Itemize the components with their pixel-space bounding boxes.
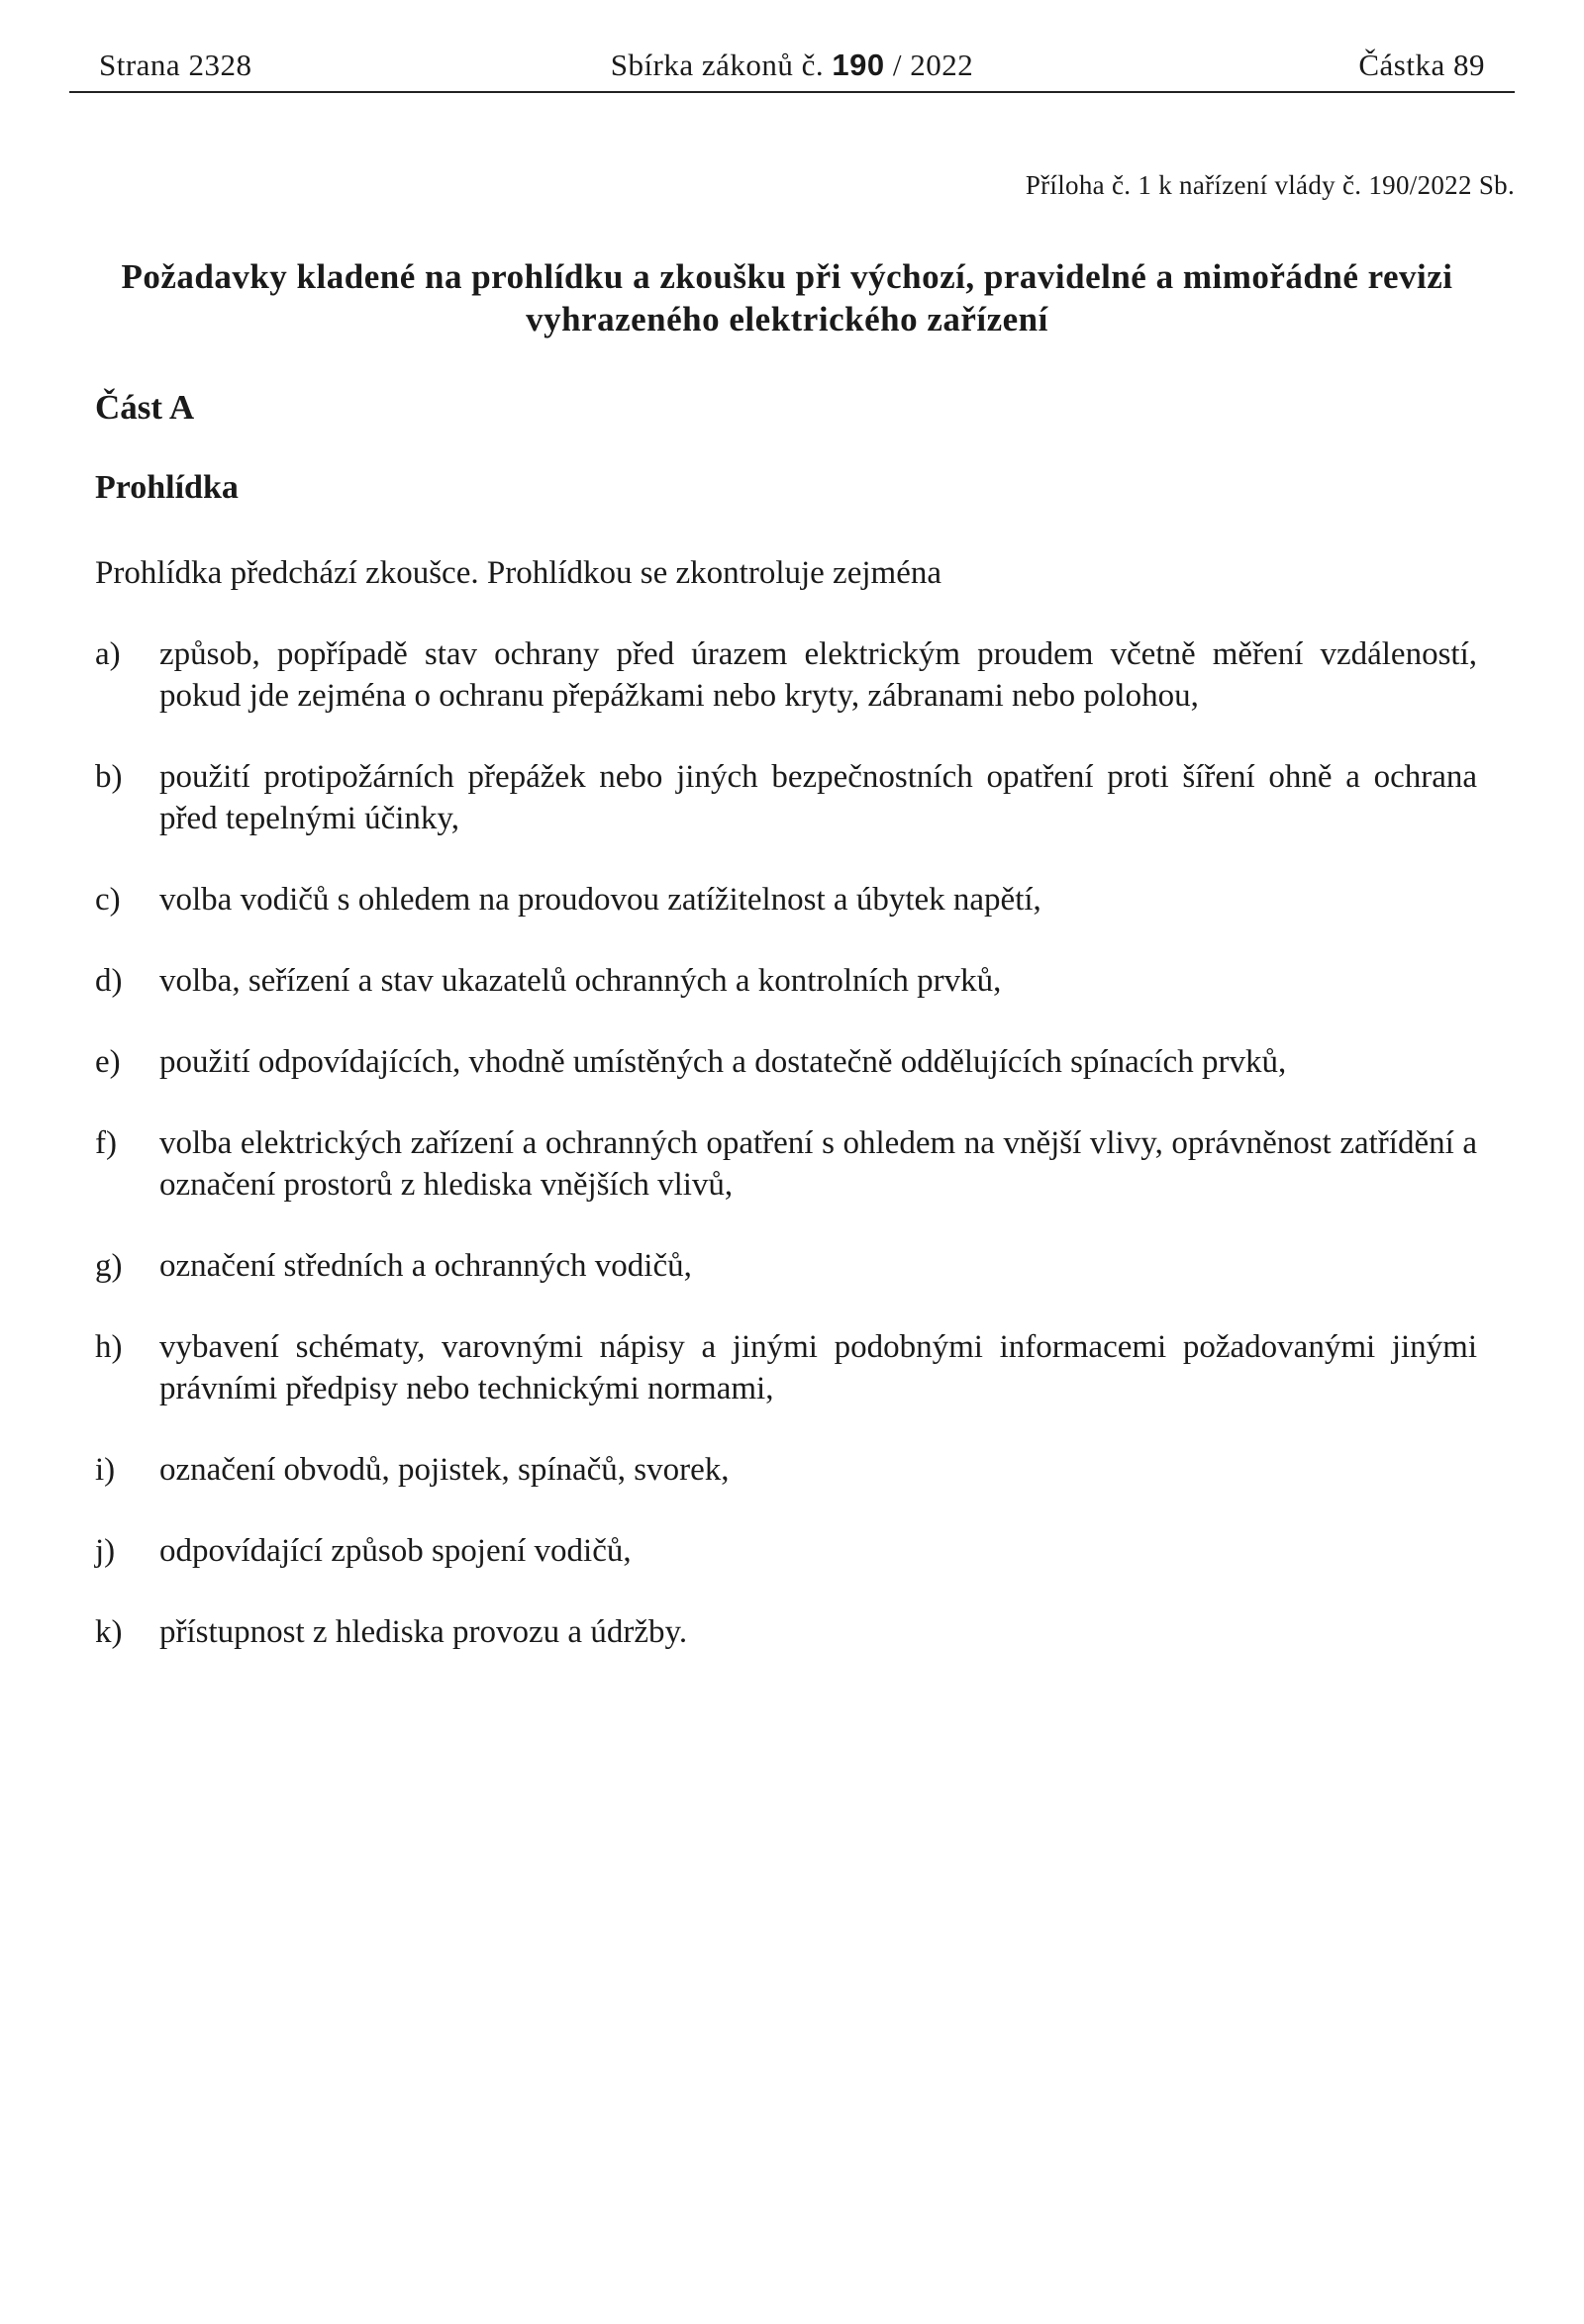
- page-header: [69, 42, 1515, 93]
- list-item-text: použití protipožárních přepážek nebo jiných bezpečnostních opatření proti šíření ohně a ochrana před tepelnými účinky,: [159, 759, 1477, 836]
- list-item-marker: d): [95, 963, 123, 999]
- list-item-text: volba, seřízení a stav ukazatelů ochranných a kontrolních prvků,: [159, 963, 1002, 999]
- annex-reference: Příloha č. 1 k nařízení vlády č. 190/2022 Sb.: [1025, 170, 1515, 200]
- list-item-text: přístupnost z hlediska provozu a údržby.: [159, 1614, 688, 1650]
- part-heading: Část A: [95, 388, 195, 427]
- list-item-marker: e): [95, 1044, 121, 1080]
- list-item: [95, 1530, 1477, 1572]
- list-item-text: použití odpovídajících, vhodně umístěných a dostatečně oddělujících spínacích prvků,: [159, 1044, 1287, 1080]
- list-item: [95, 1449, 1477, 1491]
- list-item-marker: i): [95, 1452, 116, 1488]
- list-item-marker: j): [95, 1533, 116, 1569]
- list-item-text: volba vodičů s ohledem na proudovou zatížitelnost a úbytek napětí,: [159, 882, 1041, 918]
- list-item: [95, 1326, 1477, 1409]
- list-item-text: označení středních a ochranných vodičů,: [159, 1248, 692, 1284]
- collection-prefix: Sbírka zákonů č.: [610, 48, 825, 82]
- list-item: [95, 1122, 1477, 1206]
- collection-year: / 2022: [892, 48, 974, 82]
- title-line-1: Požadavky kladené na prohlídku a zkoušku při výchozí, pravidelné a mimořádné revizi: [121, 257, 1453, 296]
- list-item-marker: b): [95, 759, 123, 795]
- list-item-marker: a): [95, 636, 121, 672]
- list-item: [95, 633, 1477, 717]
- list-item-text: volba elektrických zařízení a ochranných opatření s ohledem na vnější vlivy, oprávněnost zatřídění a označení prostorů z hlediska vnějších vlivů,: [159, 1125, 1477, 1203]
- list-item: [95, 756, 1477, 839]
- collection-reference: [69, 48, 1515, 83]
- issue-number: Částka 89: [1358, 48, 1485, 82]
- section-heading: Prohlídka: [95, 469, 239, 506]
- list-item: [95, 879, 1477, 920]
- list-item: [95, 960, 1477, 1002]
- inspection-list: [95, 633, 1477, 1693]
- list-item: [95, 1611, 1477, 1653]
- list-item-marker: f): [95, 1125, 117, 1161]
- list-item-text: způsob, popřípadě stav ochrany před úrazem elektrickým proudem včetně měření vzdáleností, pokud jde zejména o ochranu přepážkami nebo kryty, zábranami nebo polohou,: [159, 636, 1477, 714]
- document-title: [94, 255, 1480, 340]
- list-item-marker: k): [95, 1614, 123, 1650]
- intro-paragraph: Prohlídka předchází zkoušce. Prohlídkou se zkontroluje zejména: [95, 555, 941, 591]
- list-item: [95, 1245, 1477, 1287]
- list-item-text: odpovídající způsob spojení vodičů,: [159, 1533, 632, 1569]
- list-item-marker: h): [95, 1329, 123, 1365]
- page-number: Strana 2328: [99, 48, 252, 82]
- list-item: [95, 1041, 1477, 1083]
- list-item-text: vybavení schématy, varovnými nápisy a jinými podobnými informacemi požadovanými jinými právními předpisy nebo technickými normami,: [159, 1329, 1477, 1406]
- collection-number: 190: [832, 48, 885, 82]
- list-item-text: označení obvodů, pojistek, spínačů, svorek,: [159, 1452, 730, 1488]
- list-item-marker: c): [95, 882, 121, 918]
- list-item-marker: g): [95, 1248, 123, 1284]
- title-line-2: vyhrazeného elektrického zařízení: [526, 300, 1048, 339]
